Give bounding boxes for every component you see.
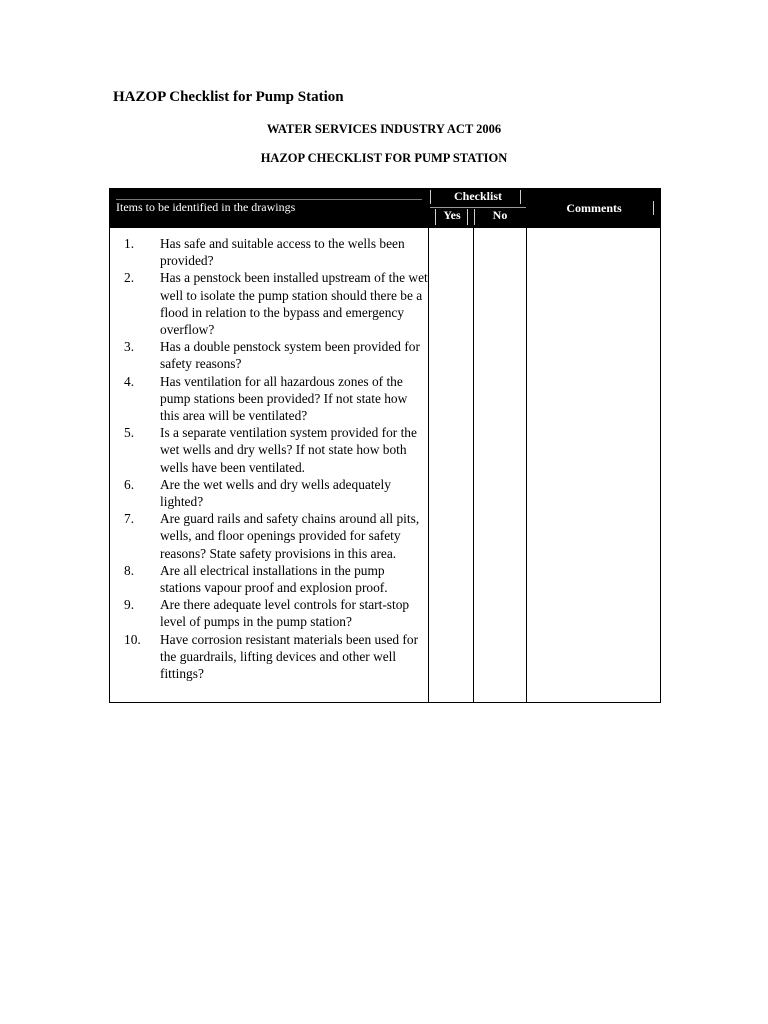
item-text: Have corrosion resistant materials been used for the guardrails, lifting devices and other well fittings?: [160, 631, 419, 682]
item-number: 4.: [124, 373, 135, 389]
header-items: Items to be identified in the drawings: [116, 200, 296, 214]
item-number: 1.: [124, 236, 135, 251]
item-number: 7.: [124, 511, 135, 527]
header-comments: Comments: [566, 201, 622, 215]
item-text: Are the wet wells and dry wells adequately lighted?: [160, 476, 391, 510]
item-text: Has a double penstock system been provided for safety reasons?: [160, 339, 420, 372]
item-text: Has safe and suitable access to the wells been provided?: [160, 236, 405, 269]
list-item: [110, 596, 428, 630]
header-tick: [430, 190, 431, 204]
item-number: 8.: [124, 562, 135, 578]
checklist-heading: HAZOP CHECKLIST FOR PUMP STATION: [260, 151, 508, 165]
list-item: [110, 235, 428, 269]
table-header: [110, 189, 660, 228]
header-checklist: Checklist: [454, 189, 502, 203]
col-divider-comments: [526, 228, 527, 702]
checklist-items: [110, 235, 428, 682]
item-text: Are there adequate level controls for start-stop level of pumps in the pump station?: [160, 597, 410, 630]
item-text: Are guard rails and safety chains around all pits, wells, and floor openings provided for safety reasons? State safety provisions in this area.: [160, 511, 420, 561]
list-item: [110, 269, 428, 338]
col-divider-no: [473, 228, 474, 702]
header-tick: [520, 190, 521, 204]
list-item: [110, 338, 428, 372]
item-text: Has ventilation for all hazardous zones of the pump stations been provided? If not state how this area will be ventilated?: [160, 373, 408, 424]
list-item: [110, 562, 428, 596]
act-subtitle: WATER SERVICES INDUSTRY ACT 2006: [266, 122, 502, 136]
page-title: HAZOP Checklist for Pump Station: [113, 89, 344, 105]
header-no: No: [492, 208, 508, 222]
col-divider-yes: [428, 228, 429, 702]
item-number: 2.: [124, 270, 135, 286]
item-number: 6.: [124, 476, 135, 492]
list-item: [110, 631, 428, 683]
item-number: 10.: [124, 631, 141, 647]
list-item: [110, 510, 428, 562]
list-item: [110, 373, 428, 425]
checklist-table: [109, 188, 661, 703]
item-text: Are all electrical installations in the pump stations vapour proof and explosion proof.: [160, 562, 388, 596]
list-item: [110, 476, 428, 510]
header-yes: Yes: [443, 208, 461, 222]
item-text: Has a penstock been installed upstream of the wet well to isolate the pump station should there be a flood in relation to the bypass and emergency overflow?: [160, 270, 428, 338]
item-text: Is a separate ventilation system provided for the wet wells and dry wells? If not state how both wells have been ventilated.: [160, 425, 417, 475]
list-item: [110, 424, 428, 476]
item-number: 5.: [124, 425, 135, 441]
item-number: 3.: [124, 339, 135, 355]
item-number: 9.: [124, 597, 135, 613]
